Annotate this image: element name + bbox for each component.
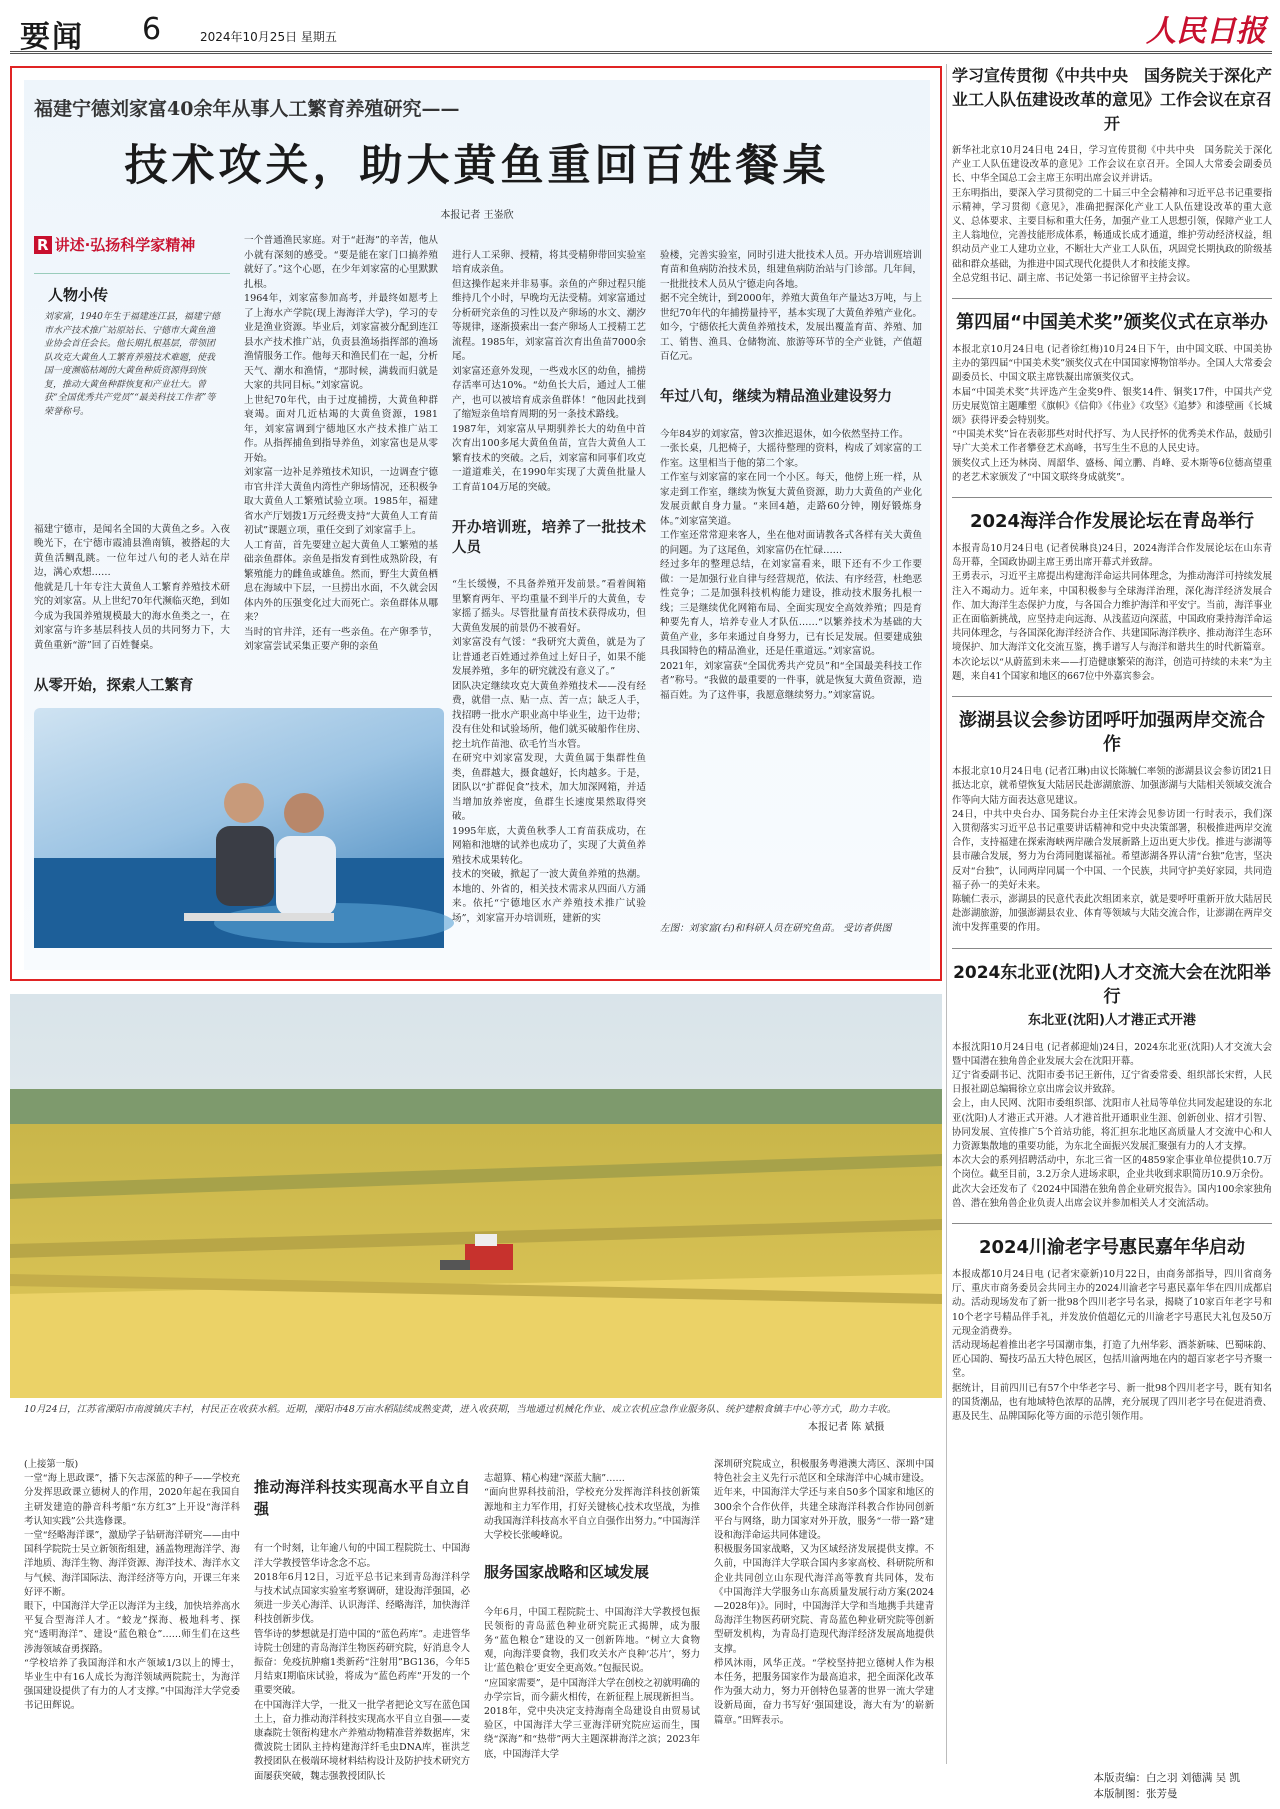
column-4-text: 验楼，完善实验室，同时引进大批技术人员。开办培训班培训育苗和鱼病防治技术员，组建鱼病防治站与门诊部。几年间，一批批技术人员从宁德走向各地。 据不完全统计，到2000年，养殖大黄鱼年产量达3万吨，与上世纪70年代的年捕捞量持平，基本实现了大黄鱼养殖产业化。如今，宁德依托大黄鱼养殖技术，发展出覆盖育苗、养殖、加工、销售、渔具、仓储物流、旅游等环节的全产业链，产值超百亿元。 — [660, 249, 922, 362]
feature-headline: 技术攻关，助大黄鱼重回百姓餐桌 — [124, 141, 830, 191]
researchers-photo — [34, 708, 444, 948]
photo-caption-text: 左图：刘家富(右)和科研人员在研究鱼苗。 — [660, 923, 841, 934]
news-item — [952, 1236, 1272, 1424]
editor-credit: 本版责编：白之羽 刘德满 吴 凯 — [1093, 1772, 1240, 1784]
news-item — [952, 510, 1272, 684]
series-title: 讲述·弘扬科学家精神 — [54, 236, 196, 254]
column-rule — [946, 64, 947, 1764]
news-text: 本报沈阳10月24日电 (记者郝迎灿)24日，2024东北亚(沈阳)人才交流大会暨中国潜在独角兽企业发展大会在沈阳开幕。 辽宁省委副书记、沈阳市委书记王新伟，辽宁省委常委、组织部长宋哲，人民日报社副总编辑徐立京出席会议并致辞。 会上，由人民网、沈阳市委组织部、沈阳市人社局等单位共同发起建设的东北亚(沈阳)人才港正式开港。人才港首批开通职业生涯、创新创业、招才引智、协同发展、宣传推广5个首站功能，将汇担东北地区高质量人才交流中心和人力资源集散地的重要功能，为东北全面振兴发展汇聚强有力的人才支撑。 本次大会的系列招聘活动中，东北三省一区的4859家企事业单位提供10.7万个岗位。截至目前，3.2万余人进场求职，企业共收到求职简历10.9万余份。 此次大会还发布了《2024中国潜在独角兽企业研究报告》。国内100余家独角兽、潜在独角兽企业负责人出席会议并参加相关人才交流活动。 — [952, 1041, 1272, 1209]
intro-text: 福建宁德市，是闻名全国的大黄鱼之乡。入夜晚光下，在宁德市霞浦县渔南镇，被搭起的大黄鱼活鲷乱跳。一位年过八旬的老人站在岸边，满心欢想…… 他就是几十年专注大黄鱼人工繁育养殖技术研究的刘家富。从上世纪70年代濒临灭绝，到如今成为我国养殖规模最大的海水鱼类之一，在刘家富与许多基层科技人员的共同努力下，大黄鱼重新“游”回了百姓餐桌。 — [34, 523, 230, 651]
divider — [952, 1223, 1272, 1224]
column-3-text: 进行人工采卵、授精，将其受精卵带回实验室培育成亲鱼。 但这操作起来并非易事。亲鱼的产卵过程只能维持几个小时，早晚均无法受精。刘家富通过分析研究亲鱼的习性以及产卵场的水文、潮汐等规律，逐渐摸索出一套产卵场人工授精工艺流程。1985年，刘家富首次育出鱼苗7000余尾。 刘家富还意外发现，一些戏水区的幼鱼，捕捞存活率可达10%。“幼鱼长大后，通过人工催产，也可以被培育成亲鱼群体！”他因此找到了缩短亲鱼培育周期的另一条技术路线。 1987年，刘家富从早期驯养长大的幼鱼中首次育出100多尾大黄鱼鱼苗，宣告大黄鱼人工繁育技术的突破。之后，刘家富和同事们攻克一道道难关，在1990年实现了大黄鱼批量人工育苗104万尾的突破。 — [452, 249, 646, 493]
section-name: 要闻 — [20, 20, 84, 55]
news-item — [952, 311, 1272, 485]
news-title: 澎湖县议会参访团呼吁加强两岸交流合作 — [959, 710, 1265, 756]
bottom-column-4: 深圳研究院成立，积极服务粤港澳大湾区、深圳中国特色社会主义先行示范区和全球海洋中心城市建设。 近年来，中国海洋大学还与来自50多个国家和地区的300余个合作伙伴，共建全球海洋科教合作协同创新平台与网络，助力国家对外开放，服务“一带一路”建设和海洋命运共同体建设。 积极服务国家战略，又为区域经济发展提供支撑。不久前，中国海洋大学联合国内多家高校、科研院所和企业共同创立山东现代海洋高等教育共同体，发布《中国海洋大学服务山东高质量发展行动方案(2024—2028年)》。同时，中国海洋大学和当地携手共建青岛海洋生物医药研究院、青岛蓝色种业研究院等创新型研发机构，为青岛打造现代海洋经济发展高地提供支撑。 栉风沐雨，风华正茂。“学校坚持把立德树人作为根本任务，把服务国家作为最高追求，把全面深化改革作为强大动力，努力开创特色显著的世界一流大学建设新局面，奋力书写好‘强国建设，海大有为’的崭新篇章。”田辉表示。 — [714, 1459, 934, 1726]
news-item — [952, 64, 1272, 286]
page-number: 6 — [142, 12, 162, 47]
news-title: 学习宣传贯彻《中共中央 国务院关于深化产业工人队伍建设改革的意见》工作会议在京召开 — [952, 66, 1273, 133]
column-3b-text: “生长缓慢，不具备养殖开发前景。”看着闽箱里繁育两年、平均重量不到半斤的大黄鱼，专家摇了摇头。尽管批量育苗技术获得成功，但大黄鱼发展的前景仍不被看好。 刘家富没有气馁：“我研究大黄鱼，就是为了让普通老百姓通过养鱼过上好日子，如果不能发展养殖，多年的研究就没有意义了。” 团队决定继续攻克大黄鱼养殖技术——没有经费，就借一点、贴一点、苦一点；缺乏人手，找招聘一批水产职业高中毕业生，边干边带；没有住处和试验场所，他们就买破船作住房、挖土坑作苗池、砍毛竹当水管。 在研究中刘家富发现，大黄鱼属于集群性鱼类，鱼群越大，摄食越好，长肉越多。于是，团队以“扩群促食”技术，加大加深网箱，并适当增加放养密度，鱼群生长速度果然取得突破。 1995年底，大黄鱼秋季人工育苗获成功，在网箱和池塘的试养也成功了，实现了大黄鱼养殖技术成果转化。 技术的突破，掀起了一波大黄鱼养殖的热潮。本地的、外省的，相关技术需求从四面八方涌来。依托“宁德地区水产养殖技术推广试验场”，刘家富开办培训班，建新的实 — [452, 579, 646, 924]
news-title: 第四届“中国美术奖”颁奖仪式在京举办 — [956, 312, 1268, 334]
rice-harvest-photo — [10, 994, 942, 1398]
bottom-subheading-1: 推动海洋科技实现高水平自立自强 — [254, 1478, 470, 1519]
page-header — [10, 8, 1272, 54]
page-credits — [1093, 1770, 1240, 1802]
news-title: 2024东北亚(沈阳)人才交流大会在沈阳举行 — [953, 962, 1271, 1007]
harvest-caption: 10月24日，江苏省溧阳市南渡镇庆丰村，村民正在收获水稻。近期，溧阳市48万亩水稻陆续成熟变黄，进入收获期，当地通过机械化作业、成立农机应急作业服务队、统护建粮食镇丰中心等方式，助力丰收。 — [24, 1404, 897, 1415]
news-text: 本报成都10月24日电 (记者宋豪新)10月22日，由商务部指导，四川省商务厅、重庆市商务委员会共同主办的2024川渝老字号惠民嘉年华在四川成都启动。活动现场发布了新一批98个四川老字号名录，揭晓了10家百年老字号和10个老字号精品伴手礼，并发放价值超亿元的川渝老字号惠民大礼包及50万元现金消费券。 活动现场起着推出老字号国潮市集，打造了九州华彩、酒茶新味、巴蜀味韵、匠心国韵、蜀技巧品五大特色展区，包括川渝两地在内的超百家老字号齐聚一堂。 据统计，目前四川已有57个中华老字号、新一批98个四川老字号，既有知名的国货潮品，也有地域特色浓厚的品牌，充分展现了四川老字号在促进消费、惠及民生、品牌国际化等方面的示范引领作用。 — [952, 1268, 1272, 1422]
feature-byline: 本报记者 王崟欣 — [440, 210, 514, 221]
series-label — [34, 234, 195, 255]
bottom-subheading-2: 服务国家战略和区域发展 — [484, 1563, 650, 1582]
profile-box — [34, 273, 230, 498]
series-mark: R — [34, 236, 52, 254]
divider — [952, 696, 1272, 697]
divider — [952, 497, 1272, 498]
news-text: 本报青岛10月24日电 (记者侯琳良)24日，2024海洋合作发展论坛在山东青岛开幕，全国政协副主席王勇出席开幕式并致辞。 王勇表示，习近平主席提出构建海洋命运共同体理念，为推动海洋可持续发展注入不竭动力。近年来，中国积极参与全球海洋治理，深化海洋经济发展合作、加大海洋生态保护力度，与各国合力维护海洋和平安宁。当前，海洋事业正在面临新挑战，应坚持走向远海、从浅蓝迈向深蓝，中国政府秉持海洋命运共同体理念，与各国深化海洋经济合作、共建国际海洋秩序、推动海洋生态环境保护、加大海洋文化交流互鉴，携手谱写人与海洋和谐共生的时代新篇章。 本次论坛以“从蔚蓝到未来——打造健康繁荣的海洋，创造可持续的未来”为主题，来自41个国家和地区的667位中外嘉宾参会。 — [952, 543, 1272, 682]
article-column-3 — [452, 234, 646, 944]
right-news-column — [952, 64, 1272, 1424]
masthead-logo: 人民日报 — [1146, 14, 1266, 49]
news-title: 2024川渝老字号惠民嘉年华启动 — [978, 1236, 1246, 1258]
harvest-credit: 本报记者 陈 斌摄 — [808, 1422, 885, 1433]
article-column-4 — [660, 234, 922, 914]
bottom-column-3b-text: 今年6月，中国工程院院士、中国海洋大学教授包振民领衔的青岛蓝色种业研究院正式揭牌，成为服务“蓝色粮仓”建设的又一创新阵地。“树立大食物观，向海洋要食物，我们攻关水产良种‘芯片’，努力让‘蓝色粮仓’更安全更高效。”包振民说。 “应国家需要”，是中国海洋大学在创校之初就明确的办学宗旨，而今薪火相传，在新征程上展现新担当。 2018年，党中央决定支持海南全岛建设自由贸易试验区，中国海洋大学三亚海洋研究院应运而生，围绕“深海”和“热带”两大主题深耕海洋之滨；2023年底，中国海洋大学 — [484, 1606, 700, 1760]
photo-credit-1: 受访者供图 — [843, 923, 892, 934]
designer-credit: 本版制图：张芳曼 — [1093, 1788, 1178, 1800]
bottom-column-1: (上接第一版) 一堂“海上思政课”，播下矢志深蓝的种子——学校充分发挥思政课立德树人的作用，2020年起在我国自主研发建造的静音科考船“东方红3”上开设“海洋科考认知实践”公共选修课。 一堂“经略海洋课”，激励学子钻研海洋研究——由中国科学院院士吴立新领衔组建，涵盖物理海洋学、海洋地质、海洋生物、海洋资源、海洋技术、海洋水文与气候、海洋国际法、海洋经济等方向，开课三年来好评不断。 眼下，中国海洋大学正以海洋为主线，加快培养高水平复合型海洋人才。“蛟龙”探海、极地科考、探究“透明海洋”、建设“蓝色粮仓”……师生们在这些涉海领域奋勇探路。 “学校培养了我国海洋和水产领域1/3以上的博士，毕业生中有16人成长为海洋领域两院院士，为海洋强国建设提供了有力的人才支撑。”中国海洋大学党委书记田辉说。 — [24, 1459, 240, 1712]
feature-kicker: 福建宁德刘家富40余年从事人工繁育养殖研究—— — [34, 98, 460, 120]
photo-caption-1 — [660, 922, 922, 956]
subheading-2: 开办培训班，培养了一批技术人员 — [452, 518, 646, 556]
divider — [952, 948, 1272, 949]
news-item — [952, 709, 1272, 935]
bottom-column-2-text: 有一个时刻，让年逾八旬的中国工程院院士、中国海洋大学教授管华诗念念不忘。 2018年6月12日，习近平总书记来到青岛海洋科学与技术试点国家实验室考察调研，建设海洋强国，必须进一步关心海洋、认识海洋、经略海洋，加快海洋科技创新步伐。 管华诗的梦想就是打造中国的“蓝色药库”。走进管华诗院士创建的青岛海洋生物医药研究院，好消息令人振奋：免疫抗肿瘤1类新药“注射用”BG136，今年5月结束I期临床试验，将成为“蓝色药库”开发的一个重要突破。 在中国海洋大学，一批又一批学者把论文写在蓝色国土上，奋力推动海洋科技实现高水平自立自强——麦康森院士领衔构建水产养殖动物精准营养数据库，宋微波院士团队主持构建海洋纤毛虫DNA库，崔洪芝教授团队在极端环境材料结构设计及防护技术研究方面屡获突破，魏志强教授团队长 — [254, 1543, 470, 1782]
subheading-3: 年过八旬，继续为精品渔业建设努力 — [660, 388, 892, 405]
article-column-2: 一个普通渔民家庭。对于“赶海”的辛苦，他从小就有深刻的感受。“要是能在家门口搞养殖就好了。”这个心愿，在少年刘家富的心里默默扎根。 1964年，刘家富参加高考，并最终如愿考上了上海水产学院(现上海海洋大学)，学习的专业是渔业资源。毕业后，刘家富被分配到连江县水产技术推广站，负责县渔场指挥部的渔场渔情服务工作。他每天和渔民们在一起，分析天气、潮水和渔情，“那时候，满载而归就是大家的共同目标。”刘家富说。 上世纪70年代，由于过度捕捞，大黄鱼种群衰竭。面对几近枯竭的大黄鱼资源，1981年，刘家富调到宁德地区水产技术推广站工作。从指挥捕鱼到指导养鱼，刘家富也是从零开始。 刘家富一边补足养殖技术知识，一边调查宁德市官井洋大黄鱼内湾性产卵场情况，还积极争取大黄鱼人工繁殖试验立项。1985年，福建省水产厅划拨1万元经费支持“大黄鱼人工育苗初试”课题立项，重任交到了刘家富手上。 人工育苗，首先要建立起大黄鱼人工繁殖的基础亲鱼群体。亲鱼是指发育到性成熟阶段，有繁殖能力的雌鱼或雄鱼。然而，野生大黄鱼栖息在海域中下层，一旦捞出水面，不久就会因体内外的压强变化过大而死亡。亲鱼群体从哪来？ 当时的官井洋，还有一些亲鱼。在产卵季节，刘家富尝试采集正要产卵的亲鱼 — [244, 235, 438, 652]
bottom-column-3-text: 志超算、精心构建“深蓝大脑”…… “面向世界科技前沿，学校充分发挥海洋科技创新策源地和主力军作用，打好关键核心技术攻坚战，为推动我国海洋科技高水平自立自强作出努力。”中国海洋大学校长张峻峰说。 — [484, 1473, 700, 1542]
bottom-column-3 — [484, 1458, 700, 1758]
divider — [952, 298, 1272, 299]
news-title: 2024海洋合作发展论坛在青岛举行 — [969, 511, 1255, 533]
rice-field-illustration — [10, 994, 942, 1398]
news-text: 本报北京10月24日电 (记者徐红梅)10月24日下午，由中国文联、中国美协主办的第四届“中国美术奖”颁奖仪式在中国国家博物馆举办。全国人大常委会副委员长、中国文联主席铁凝出席颁奖仪式。 本届“中国美术奖”共评选产生金奖9件、银奖14件、铜奖17件，中国共产党历史展览馆主题雕塑《旗帜》《信仰》《伟业》《攻坚》《追梦》和漆壁画《长城颂》获得评委会特别奖。 “中国美术奖”旨在表彰那些对时代抒写、为人民抒怀的优秀美术作品，鼓励引导广大美术工作者攀登艺术高峰，书写生生不息的人民史诗。 颁奖仪式上还为林岗、周韶华、盛杨、闻立鹏、肖峰、妥木斯等6位德高望重的老艺术家颁发了“中国文联终身成就奖”。 — [952, 344, 1272, 483]
feature-story — [10, 66, 942, 981]
issue-date: 2024年10月25日 星期五 — [200, 30, 337, 44]
profile-title: 人物小传 — [48, 286, 109, 304]
news-item — [952, 961, 1272, 1211]
bottom-column-2 — [254, 1458, 470, 1782]
news-text: 本报北京10月24日电 (记者江琳)由议长陈毓仁率领的澎湖县议会参访团21日抵达北京，就希望恢复大陆居民赴澎湖旅游、加强澎湖与大陆相关领域交流合作等向大陆方面表达意见建议。 24日，中共中央台办、国务院台办主任宋涛会见参访团一行时表示，我们深入贯彻落实习近平总书记重要讲话精神和党中央决策部署，积极推进两岸交流合作，支持福建在探索海峡两岸融合发展新路上迈出更大步伐。推进与澎湖等县市融合发展，努力为台湾同胞谋福祉。希望澎湖各界认清“台独”危害，坚决反对“台独”，认同两岸同属一个中国、一个民族，共同守护美好家园，共同造福子孙一的美好未来。 陈毓仁表示，澎湖县的民意代表此次组团来京，就是要呼吁重新开放大陆居民赴澎湖旅游，加强澎湖县农业、体育等领域与大陆交流合作，让澎湖在两岸交流中发挥重要的作用。 — [952, 766, 1272, 934]
subheading-1: 从零开始，探索人工繁育 — [34, 676, 194, 694]
article-column-1 — [34, 508, 230, 698]
news-subtitle: 东北亚(沈阳)人才港正式开港 — [1028, 1012, 1196, 1028]
news-text: 新华社北京10月24日电 24日，学习宣传贯彻《中共中央 国务院关于深化产业工人队伍建设改革的意见》工作会议在京召开。全国人大常委会副委员长、中华全国总工会主席王东明出席会议并讲话。 王东明指出，要深入学习贯彻党的二十届三中全会精神和习近平总书记重要指示精神，学习贯彻《意见》，准确把握深化产业工人队伍建设改革的重大意义、总体要求、主要目标和重大任务，加强产业工人思想引领，保障产业工人主人翁地位，完善技能形成体系，畅通成长成才通道，维护劳动经济权益，组织动员产业工人建功立业，不断壮大产业工人队伍，巩固党长期执政的阶级基础和群众基础，为推进中国式现代化提供人才和技能支撑。 全总党组书记、副主席、书记处第一书记徐留平主持会议。 — [952, 145, 1272, 284]
researchers-illustration — [34, 708, 444, 948]
profile-text: 刘家富，1940年生于福建连江县，福建宁德市水产技术推广站原站长、宁德市大黄鱼渔业协会首任会长。他长期扎根基层，带领团队攻克大黄鱼人工繁育养殖技术难题，使我国一度濒临枯竭的大黄鱼种质资源得到恢复，推动大黄鱼种群恢复和产业壮大。曾获“全国优秀共产党员”“最美科技工作者”等荣誉称号。 — [44, 312, 220, 417]
column-4b-text: 今年84岁的刘家富，曾3次推迟退休，如今依然坚持工作。 一张长桌，几把椅子，大摇待整理的资料，构成了刘家富的工作室。这里相当于他的第二个家。 工作室与刘家富的家在同一个小区。每天，他傍上班一样，从家走到工作室，继续为恢复大黄鱼资源，助力大黄鱼的产业化发展贡献自身力量。“来回4趟，走路60分钟，刚好锻炼身体。”刘家富笑道。 工作室还常常迎来客人，坐在他对面请教各式各样有关大黄鱼的问题。为了这尾鱼，刘家富仍在忙碌…… 经过多年的整理总结，在刘家富看来，眼下还有不少工作要做：一是加强行业自律与经营规范，依法、有序经营，杜绝恶性竞争；二是加强科技机构能力建设，推动技术服务扎根一线；三是继续优化网箱布局、全面实现安全高效养殖；四是育种要先育人，培养专业人才队伍……“以繁养技术为基础的大黄鱼产业，多年来通过自身努力，已有长足发展。但要建成独具我国特色的精品渔业，还是任重道远。”刘家富说。 2021年，刘家富获“全国优秀共产党员”和“全国最美科技工作者”称号。“我做的最重要的一件事，就是恢复大黄鱼资源，造福百姓。为了这件事，我愿意继续努力。”刘家富说。 — [660, 428, 922, 701]
